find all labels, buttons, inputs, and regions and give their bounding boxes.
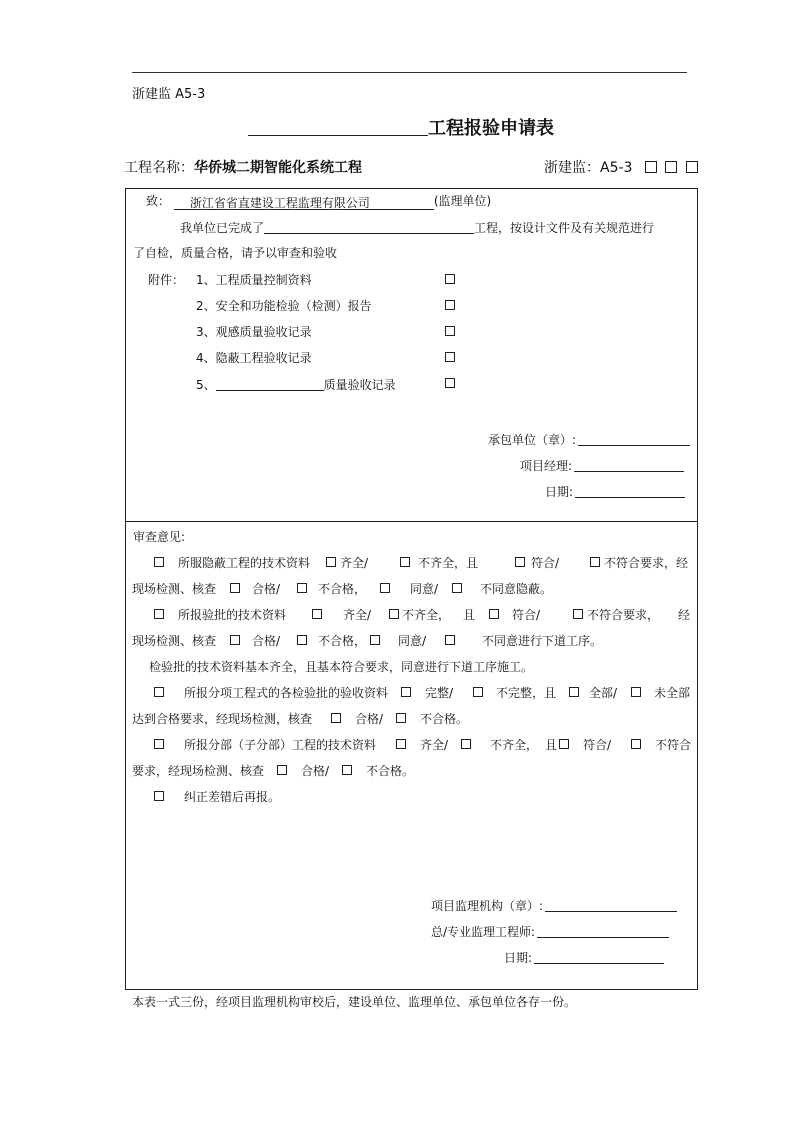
l2-checkbox-d[interactable] — [452, 583, 462, 593]
l8-checkbox-c[interactable] — [461, 739, 471, 749]
code-checkbox-1[interactable] — [645, 161, 657, 173]
review-date-label: 日期: — [504, 951, 533, 965]
l6-text-e: 未全部 — [654, 686, 691, 700]
top-rule — [132, 72, 687, 73]
to-unit-field[interactable] — [174, 197, 434, 210]
l6-checkbox-e[interactable] — [631, 687, 641, 697]
app-date-row — [545, 485, 685, 498]
l2-checkbox-b[interactable] — [297, 583, 307, 593]
l8-text-e: 符合/ — [583, 738, 612, 752]
review-heading: 审查意见: — [133, 530, 186, 544]
contractor-field[interactable] — [578, 433, 690, 446]
l9-text-b: 合格/ — [301, 764, 330, 778]
l9-checkbox-a[interactable] — [277, 765, 287, 775]
l2-text-c: 不合格， — [318, 582, 367, 596]
form-code: 浙建监 A5-3 — [132, 87, 206, 102]
l7-text-c: 不合格。 — [420, 712, 469, 726]
l1-text-c: 不齐全，且 — [418, 556, 479, 570]
l8-text-c: 不齐全， — [490, 738, 539, 752]
l3-checkbox-c[interactable] — [389, 609, 399, 619]
l4-checkbox-d[interactable] — [445, 635, 455, 645]
l7-checkbox-a[interactable] — [331, 713, 341, 723]
review-date-field[interactable] — [534, 951, 664, 964]
l2-text-e: 不同意隐蔽。 — [480, 582, 553, 596]
org-label: 项目监理机构（章）: — [431, 899, 544, 913]
l6-checkbox-b[interactable] — [401, 687, 411, 697]
attachment-4-checkbox[interactable] — [445, 352, 455, 362]
l6-text-a: 所报分项工程式的各检验批的验收资料 — [184, 686, 389, 700]
l5-text: 检验批的技术资料基本齐全，且基本符合要求，同意进行下道工序施工。 — [149, 660, 534, 674]
l2-text-d: 同意/ — [410, 582, 439, 596]
l8-text-b: 齐全/ — [420, 738, 449, 752]
l4-text-b: 合格/ — [252, 634, 281, 648]
l4-text-a: 现场检测、核查 — [132, 634, 217, 648]
l8-checkbox-b[interactable] — [396, 739, 406, 749]
l10-text: 纠正差错后再报。 — [184, 790, 281, 804]
l3-checkbox-b[interactable] — [312, 609, 322, 619]
to-unit: 浙江省省直建设工程监理有限公司 — [189, 196, 370, 210]
attachment-4: 4、隐蔽工程验收记录 — [196, 351, 312, 365]
l2-checkbox-a[interactable] — [230, 583, 240, 593]
l8-text-a: 所报分部（子分部）工程的技术资料 — [184, 738, 377, 752]
l3-text-e: 符合/ — [512, 608, 541, 622]
l3-text-a: 所报验批的技术资料 — [178, 608, 287, 622]
l8-checkbox-d[interactable] — [559, 739, 569, 749]
l1-text-d: 符合/ — [531, 556, 560, 570]
code-row — [544, 161, 698, 175]
code-checkbox-3[interactable] — [686, 161, 698, 173]
l1-text-e: 不符合要求，经 — [604, 556, 689, 570]
l2-text-b: 合格/ — [252, 582, 281, 596]
attachment-2: 2、安全和功能检验（检测）报告 — [196, 299, 372, 313]
l3-checkbox-a[interactable] — [154, 609, 164, 619]
attachment-2-checkbox[interactable] — [445, 300, 455, 310]
project-label: 工程名称： — [124, 160, 194, 176]
statement-a: 我单位已完成了 — [180, 221, 265, 235]
contractor-row — [488, 433, 690, 446]
attach5-suffix: 质量验收记录 — [323, 378, 396, 392]
l4-text-c: 不合格， — [318, 634, 367, 648]
l7-checkbox-b[interactable] — [396, 713, 406, 723]
l8-text-d: 且 — [545, 738, 558, 752]
footer-note: 本表一式三份，经项目监理机构审校后，建设单位、监理单位、承包单位各存一份。 — [132, 995, 577, 1009]
engineer-row — [431, 925, 669, 938]
contractor-label: 承包单位（章）: — [488, 433, 577, 447]
manager-row — [520, 459, 684, 472]
l1-checkbox-c[interactable] — [400, 557, 410, 567]
attachment-5-checkbox[interactable] — [445, 378, 455, 388]
org-row — [431, 899, 677, 912]
attach-label: 附件： — [148, 273, 185, 287]
l6-text-d: 全部/ — [589, 686, 618, 700]
l8-checkbox-a[interactable] — [154, 739, 164, 749]
l6-checkbox-c[interactable] — [473, 687, 483, 697]
to-label: 致： — [146, 194, 171, 208]
engineer-field[interactable] — [537, 925, 669, 938]
l9-checkbox-b[interactable] — [342, 765, 352, 775]
engineer-label: 总/专业监理工程师: — [431, 925, 536, 939]
l4-text-e: 不同意进行下道工序。 — [482, 634, 603, 648]
l1-text-a: 所服隐蔽工程的技术资料 — [178, 556, 311, 570]
to-row — [146, 195, 491, 210]
l6-text-b: 完整/ — [425, 686, 454, 700]
l7-text-b: 合格/ — [355, 712, 384, 726]
l1-text-b: 齐全/ — [340, 556, 369, 570]
code-label: 浙建监：A5-3 — [544, 160, 633, 176]
l9-text-a: 要求，经现场检测、核查 — [132, 764, 265, 778]
l4-text-d: 同意/ — [398, 634, 427, 648]
attachment-1: 1、工程质量控制资料 — [196, 273, 312, 287]
project-name-row — [124, 161, 362, 175]
code-checkbox-2[interactable] — [665, 161, 677, 173]
l3-text-g: 经 — [678, 608, 691, 622]
to-unit-suffix: (监理单位) — [433, 194, 492, 208]
l2-checkbox-c[interactable] — [380, 583, 390, 593]
app-date-label: 日期: — [545, 485, 574, 499]
attach5-prefix: 5、 — [196, 378, 216, 392]
l3-checkbox-e[interactable] — [573, 609, 583, 619]
l3-text-d: 且 — [463, 608, 476, 622]
l2-text-a: 现场检测、核查 — [132, 582, 217, 596]
org-field[interactable] — [545, 899, 677, 912]
l6-checkbox-d[interactable] — [569, 687, 579, 697]
statement-b: 工程，按设计文件及有关规范进行 — [474, 221, 655, 235]
l10-checkbox[interactable] — [154, 791, 164, 801]
statement-c: 了自检，质量合格，请予以审查和验收 — [133, 246, 338, 260]
app-date-field[interactable] — [575, 485, 685, 498]
l7-text-a: 达到合格要求，经现场检测，核查 — [132, 712, 313, 726]
attachment-3: 3、观感质量验收记录 — [196, 325, 312, 339]
l8-text-f: 不符合 — [655, 738, 692, 752]
l9-text-c: 不合格。 — [366, 764, 415, 778]
project-name: 华侨城二期智能化系统工程 — [194, 160, 362, 176]
manager-label: 项目经理: — [520, 459, 573, 473]
l6-text-c: 不完整，且 — [496, 686, 557, 700]
review-date-row — [504, 951, 664, 964]
l3-text-c: 不齐全， — [402, 608, 451, 622]
l1-checkbox-b[interactable] — [326, 557, 336, 567]
l4-checkbox-a[interactable] — [230, 635, 240, 645]
manager-field[interactable] — [574, 459, 684, 472]
l8-checkbox-e[interactable] — [631, 739, 641, 749]
title-blank[interactable] — [248, 117, 428, 136]
l1-checkbox-d[interactable] — [515, 557, 525, 567]
completed-work-field[interactable] — [264, 221, 474, 234]
form-title: 工程报验申请表 — [248, 117, 554, 138]
attach5-field[interactable] — [216, 378, 324, 391]
attachment-5 — [196, 378, 396, 391]
l3-checkbox-d[interactable] — [489, 609, 499, 619]
attachment-3-checkbox[interactable] — [445, 326, 455, 336]
l6-checkbox-a[interactable] — [154, 687, 164, 697]
statement-row — [180, 221, 654, 234]
attachment-1-checkbox[interactable] — [445, 274, 455, 284]
l3-text-b: 齐全/ — [343, 608, 372, 622]
l1-checkbox-e[interactable] — [590, 557, 600, 567]
l1-checkbox-a[interactable] — [154, 557, 164, 567]
l4-checkbox-b[interactable] — [297, 635, 307, 645]
l4-checkbox-c[interactable] — [370, 635, 380, 645]
l3-text-f: 不符合要求， — [587, 608, 660, 622]
